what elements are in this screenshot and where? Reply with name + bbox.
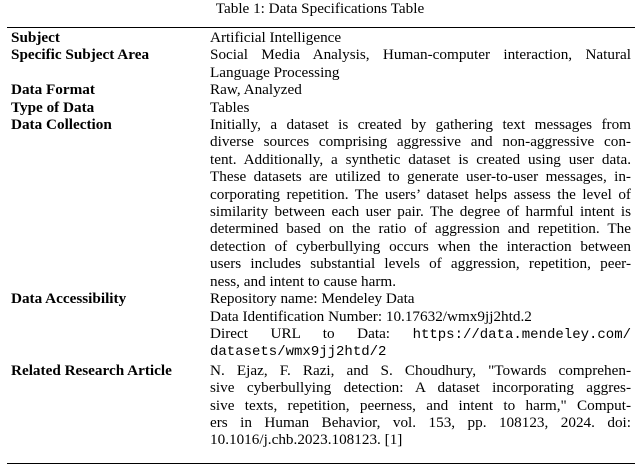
row-label: Data Accessibility [11, 290, 127, 308]
row-value [210, 81, 635, 98]
table-row [7, 81, 635, 98]
value-line: detection of cyberbullying occurs when the interaction between [210, 237, 631, 255]
table-row [7, 362, 635, 449]
table-row [7, 290, 635, 362]
table-row [7, 116, 635, 290]
table-bottom-rule [7, 463, 635, 464]
repository-name: Repository name: Mendeley Data [210, 290, 415, 308]
row-label: Specific Subject Area [11, 46, 150, 64]
value-line: sive texts, repetition, peerness, and intent to harm," Comput- [210, 396, 631, 414]
row-label: Type of Data [11, 98, 95, 116]
row-value [210, 29, 635, 46]
table-row [7, 99, 635, 116]
row-value [210, 116, 635, 290]
row-label: Subject [11, 29, 60, 46]
value-line: 10.1016/j.chb.2023.108123. [1] [210, 431, 403, 449]
value-line: diverse sources comprising aggressive and non-aggressive con- [210, 133, 631, 151]
value-line: Social Media Analysis, Human-computer interaction, Natural [210, 46, 631, 64]
value-line: Language Processing [210, 63, 340, 81]
row-label: Data Collection [11, 116, 112, 134]
table-row [7, 46, 635, 81]
row-label: Related Research Article [11, 361, 172, 379]
value-line: similarity between each user pair. The degree of harmful intent is [210, 203, 631, 221]
value-line: These datasets are utilized to generate user-to-user messages, in- [210, 168, 631, 186]
value-line: N. Ejaz, F. Razi, and S. Choudhury, "Towards comprehen- [210, 361, 631, 379]
direct-url-link-part2[interactable]: datasets/wmx9jj2htd/2 [210, 344, 387, 361]
value-line: corporating repetition. The users’ dataset helps assess the level of [210, 185, 631, 203]
value-line: Raw, Analyzed [210, 81, 302, 99]
direct-url-label: Direct URL to Data: [210, 324, 391, 342]
row-value [210, 290, 635, 362]
row-value [210, 362, 635, 449]
direct-url-link-part1[interactable]: https://data.mendeley.com/ [412, 326, 631, 343]
table-caption: Table 1: Data Specifications Table [215, 0, 425, 17]
data-identification-number: Data Identification Number: 10.17632/wmx9jj2htd.2 [210, 307, 532, 325]
value-line: sive cyberbullying detection: A dataset incorporating aggres- [210, 379, 631, 397]
value-line: Tables [210, 98, 250, 116]
value-line: ness, and intent to cause harm. [210, 272, 396, 290]
data-specifications-table [7, 29, 635, 449]
row-value [210, 99, 635, 116]
value-line: ers in Human Behavior, vol. 153, pp. 108123, 2024. doi: [210, 413, 631, 431]
row-label: Data Format [11, 81, 95, 99]
direct-url-line [210, 325, 631, 344]
value-line: Initially, a dataset is created by gathering text messages from [210, 116, 631, 134]
value-line: tent. Additionally, a synthetic dataset is created using user data. [210, 150, 631, 168]
value-line: users includes substantial levels of aggression, repetition, peer- [210, 255, 631, 273]
table-row [7, 29, 635, 46]
value-line: determined based on the ratio of aggression and repetition. The [210, 220, 631, 238]
value-line: Artificial Intelligence [210, 29, 342, 46]
row-value [210, 46, 635, 81]
table-top-rule [7, 27, 635, 28]
